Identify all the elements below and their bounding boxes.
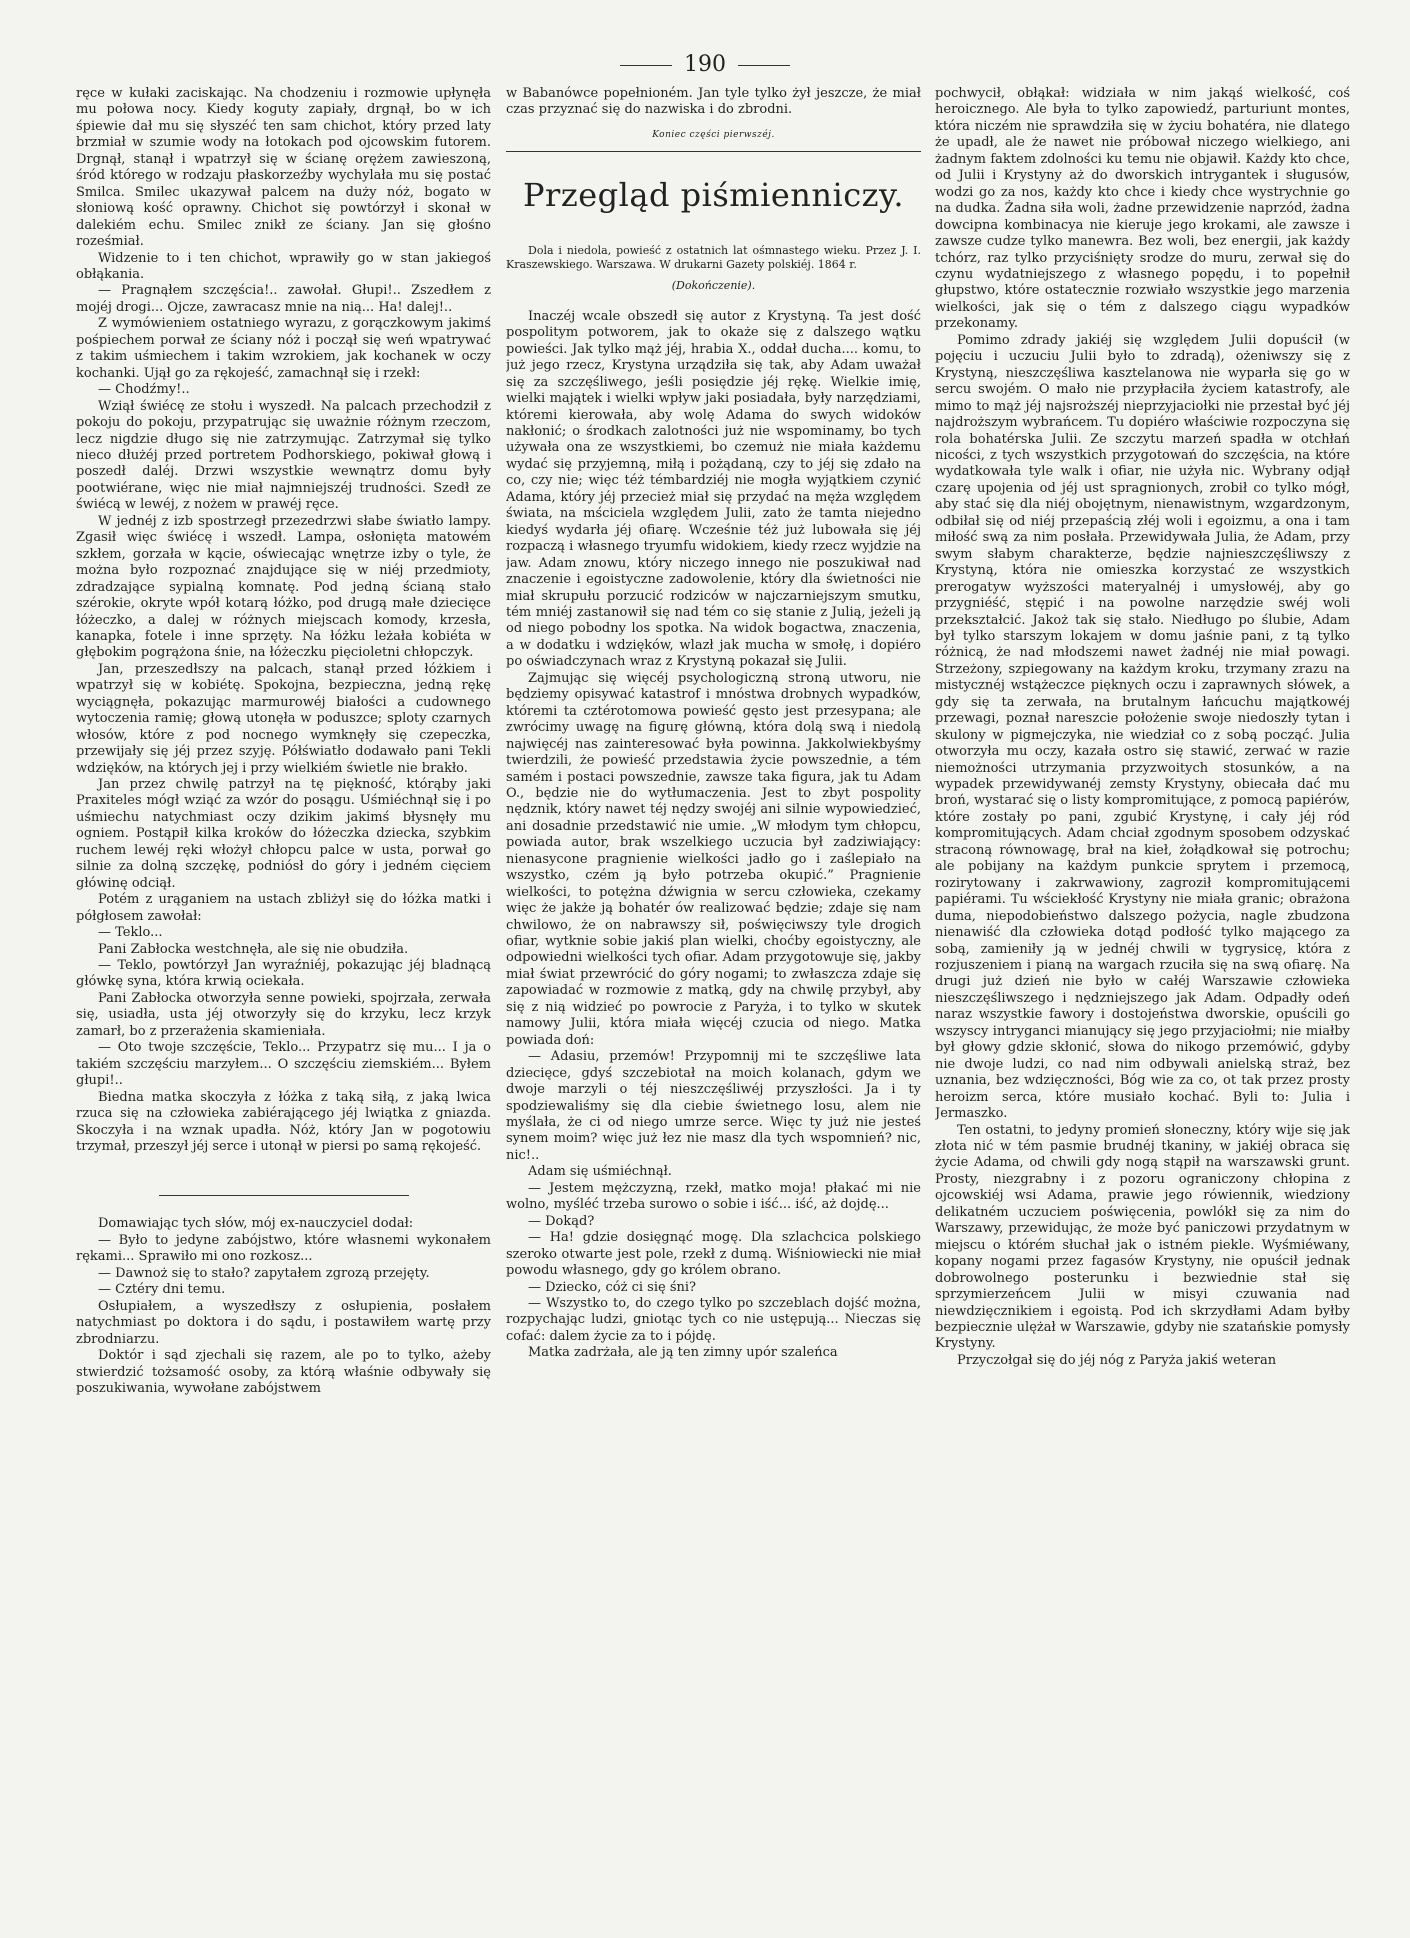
paragraph: — Dawnoż się to stało? zapytałem zgrozą przejęty. bbox=[98, 1265, 430, 1281]
paragraph: Biedna matka skoczyła z łóżka z taką siłą, z jaką lwica rzuca się na człowieka zabiérającego jéj lwiątka z gniazda. Skoczyła i na wznak upadła. Nóż, który Jan w pogotowiu trzymał, przeszył jéj serce i utonął w piersi po samą rękojeść. bbox=[76, 1089, 491, 1154]
paragraph: Zajmując się więcéj psychologiczną stroną utworu, nie będziemy opisywać katastrof i mnóstwa drobnych wypadków, któremi ta cztérotomowa powieść gęsto jest przesypana; ale zwrócimy uwagę na figurę główną, która dolą swą i niedolą najwięcéj nas zainteresować była powinna. Jakkolwiekbyśmy twierdzili, że powieść przedstawia życie powszednie, a tém samém i postaci powszednie, zawsze taka figura, jak tu Adam O., będzie nie do wytłumaczenia. Jest to zbyt pospolity nędznik, który nawet téj nędzy swojéj ani silnie wypowiedzieć, ani dosadnie przedstawić nie umie. „W młodym tym chłopcu, powiada autor, brak wszelkiego uczucia był zadziwiający: nienasycone pragnienie wielkości jadło go i zaślepiało na wszystko, czém ją było potrzeba okupić.” Pragnienie wielkości, to potężna dźwignia w sercu człowieka, czekamy więc że jakże ją bohatér ów realizować będzie; zdaje się nam chwilowo, że on nabrawszy sił, poświęciwszy tyle drogich ofiar, wytknie sobie jakiś plan wielki, choćby egoistyczny, ale odpowiedni wielkości tych ofiar. Adam przygotowuje się, jakby miał świat przewrócić do góry nogami; to zwłaszcza zdaje się zapowiadać w rozmowie z matką, gdy na chwilę przybył, aby się z nią widzieć po powrocie z Paryża, i to tylko w skutek namowy Julii, która miała więcéj czucia od niego. Matka powiada doń: bbox=[506, 670, 921, 1048]
section-title: Przegląd piśmienniczy. bbox=[523, 176, 904, 215]
paragraph: Przyczołgał się do jéj nóg z Paryża jakiś weteran bbox=[957, 1352, 1277, 1368]
paragraph: Jan przez chwilę patrzył na tę piękność, którąby jaki Praxiteles mógł wziąć za wzór do posągu. Uśmiéchnął się i po uśmiechu natychmiast oczy dzikim jakimś błysnęły mu ogniem. Postąpił kilka kroków do łóżeczka dziecka, szybkim ruchem lewéj ręki włożył chłopcu palce w usta, porwał go silnie za dolną szczękę, podniósł do góry i jedném cięciem główinę odciął. bbox=[76, 777, 491, 891]
paragraph: — Wszystko to, do czego tylko po szczeblach dojść można, rozpychając ludzi, gniotąc tych co nie ustępują... Nieczas się cofać: dalem życie za to i pójdę. bbox=[506, 1296, 921, 1344]
paragraph: — Teklo, powtórzył Jan wyraźniéj, pokazując jéj bladnącą główkę syna, która krwią ociekała. bbox=[76, 958, 491, 990]
paragraph: — Pragnąłem szczęścia!.. zawołał. Głupi!.. Zszedłem z mojéj drogi... Ojcze, zawracasz mnie na nią... Ha! dalej!.. bbox=[76, 283, 491, 315]
paragraph: Z wymówieniem ostatniego wyrazu, z gorączkowym jakimś pośpiechem porwał ze ściany nóż i począł się weń wpatrywać z takim uśmiechem i takim wzrokiem, jak kochanek w oczy kochanki. Ujął go za rękojeść, zamachnął się i rzekł: bbox=[76, 316, 491, 381]
review-note: (Dokończenie). bbox=[671, 279, 756, 293]
story-continuation: w Babanówce popełnioném. Jan tyle tylko żył jeszcze, że miał czas przyznać się do nazwiska i do zbrodni. bbox=[506, 86, 921, 118]
section-rule bbox=[159, 1195, 409, 1196]
column-1-body-after-rule bbox=[76, 1216, 491, 1397]
page-number-line bbox=[0, 52, 1410, 77]
paragraph: Widzenie to i ten chichot, wprawiły go w stan jakiegoś obłąkania. bbox=[76, 250, 491, 282]
column-2 bbox=[506, 86, 921, 1936]
paragraph: — Dziecko, cóż ci się śni? bbox=[528, 1279, 696, 1295]
paragraph: Adam się uśmiéchnął. bbox=[528, 1164, 672, 1180]
paragraph: Inaczéj wcale obszedł się autor z Krystyną. Ta jest dość pospolitym potworem, jak to okaże się z dalszego wątku powieści. Jak tylko mąż jéj, hrabia X., oddał ducha.... komu, to już jego rzecz, Krystyna urządziła się tak, aby Adam uważał się za szczęśliwego, jeśli posiędzie jéj rękę. Wielkie imię, wielki majątek i wielki wpływ jaki posiadała, były narzędziami, któremi kierowała, aby wolę Adama do swych widoków nakłonić; o środkach zalotności już nie wspominamy, bo tych używała ona ze wszystkiemi, bo czemuż nie miała każdemu wydać się przyjemną, miłą i pożądaną, czy to jéj się zdało na co, czy nie; więc téż témbardziéj nie mogła wyjątkiem czynić Adama, który jéj przecież miał się przydać na męża względem świata, na mściciela względem Julii, zato że tamta niejedno kiedyś wydarła jéj ofiarę. Wcześnie téż już lubowała się jéj rozpaczą i własnego tryumfu widokiem, kiedy rzecz wyjdzie na jaw. Adam znowu, który niczego innego nie poszukiwał nad znaczenie i egoistyczne zadowolenie, który dla świetności nie miał skrupułu porzucić rodziców w najczarniejszym smutku, tém mniéj zastanowił się nad tém co się stanie z Julią, jeżeli ją od niego pobodny los spotka. Na widok bogactwa, znaczenia, a w dodatku i wdzięków, wlazł jak mucha w smołę, i dopiéro po oświadczynach wraz z Krystyną pokazał się Julii. bbox=[506, 308, 921, 670]
paragraph: pochwycił, obłąkał: widziała w nim jakąś wielkość, coś heroicznego. Ale była to tylko zapowiedź, parturiunt montes, która niczém nie sprawdziła się w życiu bohatéra, nie dlatego że upadł, ale że nawet nie próbował niczego wielkiego, ani żadnym faktem zdolności ku temu nie objawił. Każdy kto chce, od Julii i Krystyny aż do dworskich intrygantek i sługusów, wodzi go za nos, każdy kto chce i kiedy chce wystrychnie go na dudka. Żadna siła woli, żadne przewidzenie naprzód, żadna dowcipna kombinacya nie kieruje jego krokami, ale zawsze i zawsze cudze tylko manewra. Bez woli, bez energii, jak każdy tchórz, raz tylko przyciśnięty srodze do muru, zerwał się do czynu wydatniejszego z własnego popędu, i to popełnił głupstwo, które ostatecznie rozwiało wszystkie jego marzenia wielkości, jak się o tém z dalszego ciągu wypadków przekonamy. bbox=[935, 86, 1350, 332]
paragraph: Pani Zabłocka otworzyła senne powieki, spojrzała, zerwała się, usiadła, usta jéj otworzyły się do krzyku, lecz krzyk zamarł, bo z przerażenia skamieniała. bbox=[76, 990, 491, 1039]
column-3-body bbox=[935, 86, 1350, 1369]
paragraph: ręce w kułaki zaciskając. Na chodzeniu i rozmowie upłynęła mu połowa nocy. Kiedy koguty zapiały, drgnął, bo w ich śpiewie dał mu się słyszéć ten sam chichot, który przed laty brzmiał w szumie wody na łotokach pod ojcowskim futorem. Drgnął, stanął i wpatrzył się w ścianę orężem zawieszoną, śród którego w rodzaju płaskorzeźby wychylała mu się postać Smilca. Smilec ukazywał palcem na duży nóż, bogato w słoniową kość oprawny. Chichot się powtórzył i skonał w dalekiém echu. Smilec znikł ze ściany. Jan się głośno roześmiał. bbox=[76, 86, 491, 250]
paragraph: Jan, przeszedłszy na palcach, stanął przed łóżkiem i wpatrzył się w kobiétę. Spokojna, bezpieczna, jedną rękę wyciągnęła, pokazując marmurowéj białości a cudownego wytoczenia ramię; głową utonęła w poduszce; sploty czarnych włosów, które z pod nocnego wymknęły się czepeczka, przewijały się jéj przez szyję. Półświatło dodawało pani Tekli wdzięków, na których jej i przy wielkiém świetle nie brakło. bbox=[76, 661, 491, 776]
paragraph: — Teklo... bbox=[98, 925, 163, 941]
paragraph: — Chodźmy!.. bbox=[98, 382, 190, 398]
column-2-body bbox=[506, 309, 921, 1362]
paragraph: — Jestem mężczyzną, rzekł, matko moja! płakać mi nie wolno, myśléć trzeba surowo o sobie i iść... iść, aż dojdę... bbox=[506, 1180, 921, 1213]
page-number: 190 bbox=[684, 52, 726, 77]
paragraph: Ten ostatni, to jedyny promień słoneczny, który wije się jak złota nić w tém pasmie brudnéj tkaniny, w jakiéj obraca się życie Adama, od chwili gdy nogą stąpił na warszawski grunt. Prosty, niezgrabny i z pozoru ograniczony chłopina z ojcowskiéj wsi Adama, prawie jego rówiennik, wiedziony delikatném uczuciem poświęcenia, powlókł się za nim do Warszawy, przewidując, że może być paniczowi przydatnym w miejscu o którém słuchał jak o istném piekle. Wyśmiéwany, kopany nogami przez fagasów Krystyny, nie opuścił jednak dobrowolnego posterunku i bezwiednie stał się sprzymierzeńcem Julii w misyi czuwania nad niewdzięcznikiem i egoistą. Pod ich skrzydłami Adam byłby bezpiecznie ulężał w Warszawie, gdyby nie szatańskie pomysły Krystyny. bbox=[935, 1122, 1350, 1352]
column-2-rule bbox=[506, 151, 921, 152]
paragraph: — Było to jedyne zabójstwo, które własnemi wykonałem rękami... Sprawiło mi ono rozkosz... bbox=[76, 1232, 491, 1265]
paragraph: Doktór i sąd zjechali się razem, ale po to tylko, ażeby stwierdzić tożsamość osoby, za którą właśnie odbywały się poszukiwania, wywołane zabójstwem bbox=[76, 1348, 491, 1396]
paragraph: W jednéj z izb spostrzegł przezedrzwi słabe światło lampy. Zgasił więc świécę i wszedł. Lampa, osłonięta matowém szkłem, gorzała w kącie, oświecając wnętrze izby o tyle, że można było rozpoznać znajdujące się w niéj przedmioty, zdradzające sypialną komnatę. Pod jedną ścianą stało szérokie, okryte wpół kotarą łóżko, pod drugą małe dziecięce łóżeczko, a dalej w różnych miejscach komody, krzesła, kanapka, fotele i inne sprzęty. Na łóżku leżała kobiéta w głębokim pogrążona śnie, na łóżeczku pięcioletni chłopczyk. bbox=[76, 513, 491, 661]
paragraph: Pani Zabłocka westchnęła, ale się nie obudziła. bbox=[98, 941, 409, 957]
review-heading: Dola i niedola, powieść z ostatnich lat ośmnastego wieku. Przez J. I. Kraszewskiego. Warszawa. W drukarni Gazety polskiéj. 1864 r. bbox=[506, 244, 921, 272]
column-3 bbox=[935, 86, 1350, 1936]
page-number-dash-right bbox=[738, 65, 790, 66]
paragraph: — Cztéry dni temu. bbox=[98, 1282, 226, 1298]
page-number-dash-left bbox=[620, 65, 672, 66]
paragraph: — Adasiu, przemów! Przypomnij mi te szczęśliwe lata dziecięce, gdyś szczebiotał na moich kolanach, gdym we dwoje marzyli o téj nieszczęśliwéj przyszłości. Ja i ty spodziewaliśmy się dla ciebie świetnego losu, alem nie myślała, że ci od niego umrze serce. Więc ty już nie jesteś synem moim? więc już łez nie masz dla tych wspomnień? nic, nic!.. bbox=[506, 1049, 921, 1163]
paragraph: Osłupiałem, a wyszedłszy z osłupienia, posłałem natychmiast po doktora i do sądu, i postawiłem wartę przy zbrodniarzu. bbox=[76, 1298, 491, 1347]
paragraph: — Ha! gdzie dosięgnąć mogę. Dla szlachcica polskiego szeroko otwarte jest pole, rzekł z dumą. Wiśniowiecki nie miał powodu własnego, gdy go królem obrano. bbox=[506, 1230, 921, 1279]
end-of-part-note: Koniec części pierwszéj. bbox=[652, 129, 775, 140]
paragraph: — Oto twoje szczęście, Teklo... Przypatrz się mu... I ja o takiém szczęściu marzyłem... O szczęściu ziemskiém... Byłem głupi!.. bbox=[76, 1040, 491, 1089]
column-1 bbox=[76, 86, 491, 1936]
paragraph: Domawiając tych słów, mój ex-nauczyciel dodał: bbox=[98, 1216, 414, 1232]
paragraph: Wziął świécę ze stołu i wyszedł. Na palcach przechodził z pokoju do pokoju, przypatrując się uważnie różnym rzeczom, lecz nigdzie długo się nie zatrzymując. Zatrzymał się tylko nieco dłużéj przed portretem Podhorskiego, pokiwał głową i poszedł daléj. Drzwi wszystkie wewnątrz domu były pootwiérane, więc nie miał najmniejszéj trudności. Szedł ze świécą w lewéj, z nożem w prawéj ręce. bbox=[76, 398, 491, 513]
column-1-body bbox=[76, 86, 491, 1155]
paragraph: Potém z urąganiem na ustach zbliżył się do łóżka matki i półgłosem zawołał: bbox=[76, 892, 491, 924]
paragraph: — Dokąd? bbox=[528, 1213, 595, 1229]
paragraph: Matka zadrżała, ale ją ten zimny upór szaleńca bbox=[528, 1345, 838, 1361]
paragraph: Pomimo zdrady jakiéj się względem Julii dopuścił (w pojęciu i uczuciu Julii było to zdradą), ożeniwszy się z Krystyną, nieszczęśliwa kasztelanowa nie wyparła się go w sercu swojém. O mało nie przypłaciła życiem katastrofy, ale mimo to mąż jéj najsroższéj nieprzyjaciołki nie przestał być jéj najdroższym wybrańcem. Tu dopiéro właściwie rozpoczyna się rola bohatérska Julii. Ze szczytu marzeń spadła w otchłań nicości, z tych wszystkich przygotowań do szczęścia, na które wydatkowała tyle walk i ofiar, nie użyła nic. Wybrany odjął czarę upojenia od jéj ust spragnionych, zrobił co tylko mógł, aby stać się dla niéj obojętnym, nienawistnym, wzgardzonym, odbiłał się od niéj przepaścią złéj woli i egoizmu, a ona i tam miłość swą za nim posłała. Przewidywała Julia, że Adam, przy swym słabym charakterze, będzie najnieszczęśliwszy z Krystyną, która nie omieszka korzystać ze wszystkich prerogatyw wyższości materyalnéj i umysłowéj, aby go przygniéść, stępić i na powolne narzędzie swéj woli przekształcić. Jakoż tak się stało. Niedługo po ślubie, Adam był tylko starszym lokajem w domu jaśnie pani, z tą tylko różnicą, że nad młodszemi nawet żadnéj nie miał powagi. Strzeżony, szpiegowany na każdym kroku, trzymany zrazu na mistycznéj wstążeczce pięknych oczu i zaprawnych słówek, a gdy się ta zerwała, na brutalnym łańcuchu majątkowéj przewagi, poznał nareszcie położenie swoje niedoszły tytan i skulony w pigmejczyka, nie wiedział co z sobą począć. Julia otworzyła mu oczy, kazała ostro się stawić, zerwać w razie niemożności utrzymania przyzwoitych stosunków, a na wypadek przewidywanéj zemsty Krystyny, obiecała dać mu broń, wystarać się o listy kompromitujące, z pomocą papiérów, które zostały po pani, zgubić Krystynę, i cały jéj ród kompromitujących. Adam chciał zgodnym sposobem odzyskać straconą równowagę, brał na kieł, żołądkował się potrochu; ale pobijany na każdym punkcie sprytem i przemocą, rozirytowany i zakrwawiony, zagroził kompromitującemi papiérami. Tu wściekłość Krystyny nie miała granic; obrażona duma, niepodobieństwo dalszego pożycia, nagle zbudzona nienawiść dla człowieka dotąd podłość tylko mającego za sobą, zamieniły ją w jednéj chwili w tygrysicę, która z rozjuszeniem i pianą na wargach rzuciła się na swą ofiarę. Na drugi już dzień nie było w całéj Warszawie człowieka nieszczęśliwszego i nędzniejszego jak Adam. Odpadły odeń naraz wszystkie fawory i dostojeństwa dworskie, opuścili go wszyscy intryganci mianujący się jego przyjaciołmi; nie miałby był głowy gdzie skłonić, słowa do nikogo przemówić, gdyby nie dwoje ludzi, co nad nim odbywali anielską straż, bez uznania, bez wdzięczności, Bóg wie za co, ot tak przez prosty heroizm serca, które musiało kochać. Byli to: Julia i Jermaszko. bbox=[935, 332, 1350, 1122]
